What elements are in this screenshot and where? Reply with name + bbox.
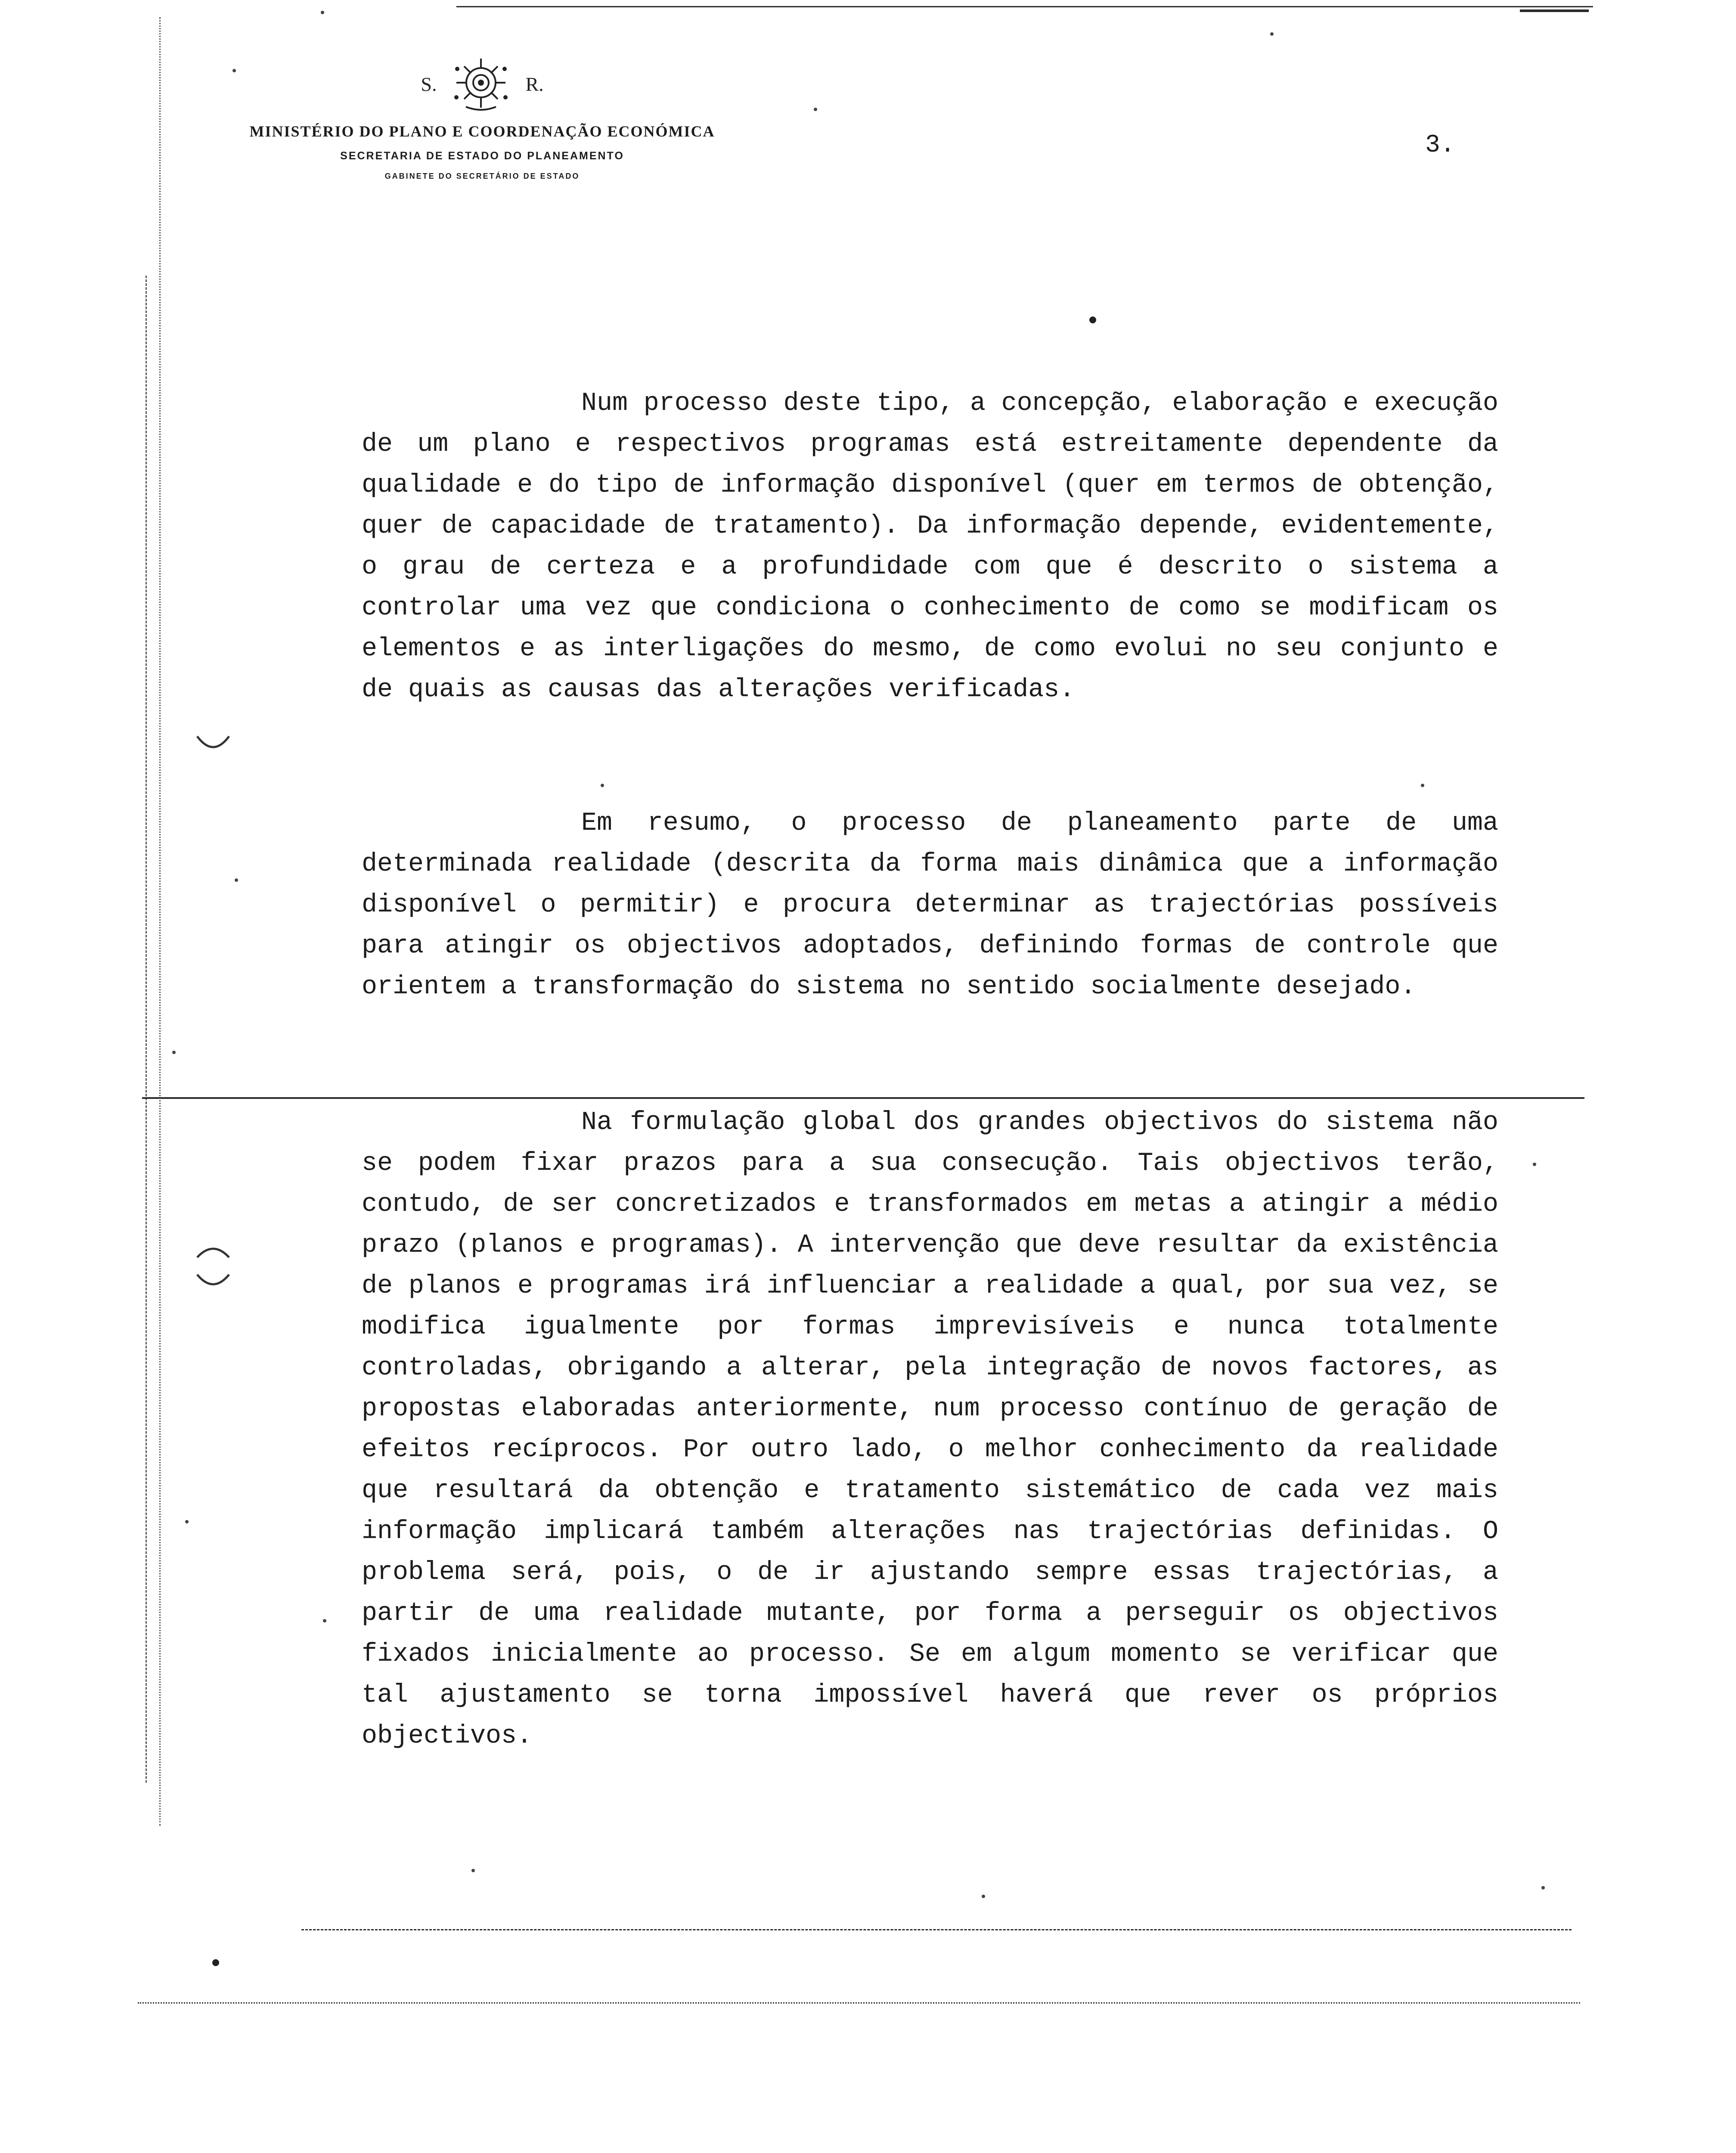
letterhead	[181, 56, 784, 181]
page-number: 3.	[1425, 131, 1455, 159]
letterhead-initial-left: S.	[421, 73, 437, 95]
scan-speck	[185, 1520, 189, 1523]
punch-hole-mark-lower	[194, 1240, 232, 1296]
letterhead-cabinet: GABINETE DO SECRETÁRIO DE ESTADO	[384, 172, 580, 180]
scan-left-edge-line	[159, 17, 161, 1826]
letterhead-initial-right: R.	[525, 73, 544, 95]
scan-speck	[232, 69, 236, 72]
scan-speck	[601, 784, 604, 787]
scan-top-edge-line	[456, 6, 1593, 7]
scan-speck	[321, 11, 324, 14]
crest-row	[181, 56, 784, 112]
punch-hole-mark-upper	[194, 732, 232, 758]
scan-speck	[982, 1895, 985, 1898]
scan-left-edge-line-inner	[146, 276, 147, 1783]
paragraph-3: Na formulação global dos grandes objectivos do sistema não se podem fixar prazos para a sua consecução. Tais objectivos terão, contudo, de ser concretizados e transformados em metas a atingir a médio prazo (planos e programas). A intervenção que deve resultar da existência de planos e programas irá influenciar a realidade a qual, por sua vez, se modifica igualmente por formas imprevisíveis e nunca totalmente controladas, obrigando a alterar, pela integração de novos factores, as propostas elaboradas anteriormente, num processo contínuo de geração de efeitos recíprocos. Por outro lado, o melhor conhecimento da realidade que resultará da obtenção e tratamento sistemático de cada vez mais informação implicará também alterações nas trajectórias definidas. O problema será, pois, o de ir ajustando sempre essas trajectórias, a partir de uma realidade mutante, por forma a perseguir os objectivos fixados inicialmente ao processo. Se em algum momento se verificar que tal ajustamento se torna impossível haverá que rever os próprios objectivos.	[362, 1108, 1498, 1751]
scan-speck	[1533, 1163, 1536, 1166]
scan-speck	[323, 1619, 326, 1623]
paragraph-2: Em resumo, o processo de planeamento parte de uma determinada realidade (descrita da forma mais dinâmica que a informação disponível o permitir) e procura determinar as trajectórias possíveis para atingir os objectivos adoptados, definindo formas de controle que orientem a transformação do sistema no sentido socialmente desejado.	[362, 809, 1498, 1002]
scan-speck	[212, 1959, 219, 1966]
fold-line-bottom-lower	[138, 2002, 1580, 2004]
scan-speck	[172, 1051, 176, 1054]
scan-speck	[1541, 1886, 1545, 1889]
scan-top-edge-mark	[1520, 9, 1589, 12]
scan-speck	[1270, 32, 1274, 36]
fold-line-middle	[142, 1097, 1584, 1099]
paragraph-1: Num processo deste tipo, a concepção, elaboração e execução de um plano e respectivos programas está estreitamente dependente da qualidade e do tipo de informação disponível (quer em termos de obtenção, quer de capacidade de tratamento). Da informação depende, evidentemente, o grau de certeza e a profundidade com que é descrito o sistema a controlar uma vez que condiciona o conhecimento de como se modificam os elementos e as interligações do mesmo, de como evolui no seu conjunto e de quais as causas das alterações verificadas.	[362, 389, 1498, 704]
scan-speck	[471, 1869, 475, 1872]
scan-speck	[1421, 784, 1424, 787]
scan-speck	[814, 108, 817, 111]
scan-speck	[1089, 316, 1096, 323]
letterhead-ministry: MINISTÉRIO DO PLANO E COORDENAÇÃO ECONÓMICA	[249, 123, 715, 140]
fold-line-bottom-upper	[301, 1929, 1572, 1930]
coat-of-arms-icon	[449, 56, 513, 112]
letterhead-secretariat: SECRETARIA DE ESTADO DO PLANEAMENTO	[340, 150, 624, 162]
scan-speck	[235, 878, 238, 882]
